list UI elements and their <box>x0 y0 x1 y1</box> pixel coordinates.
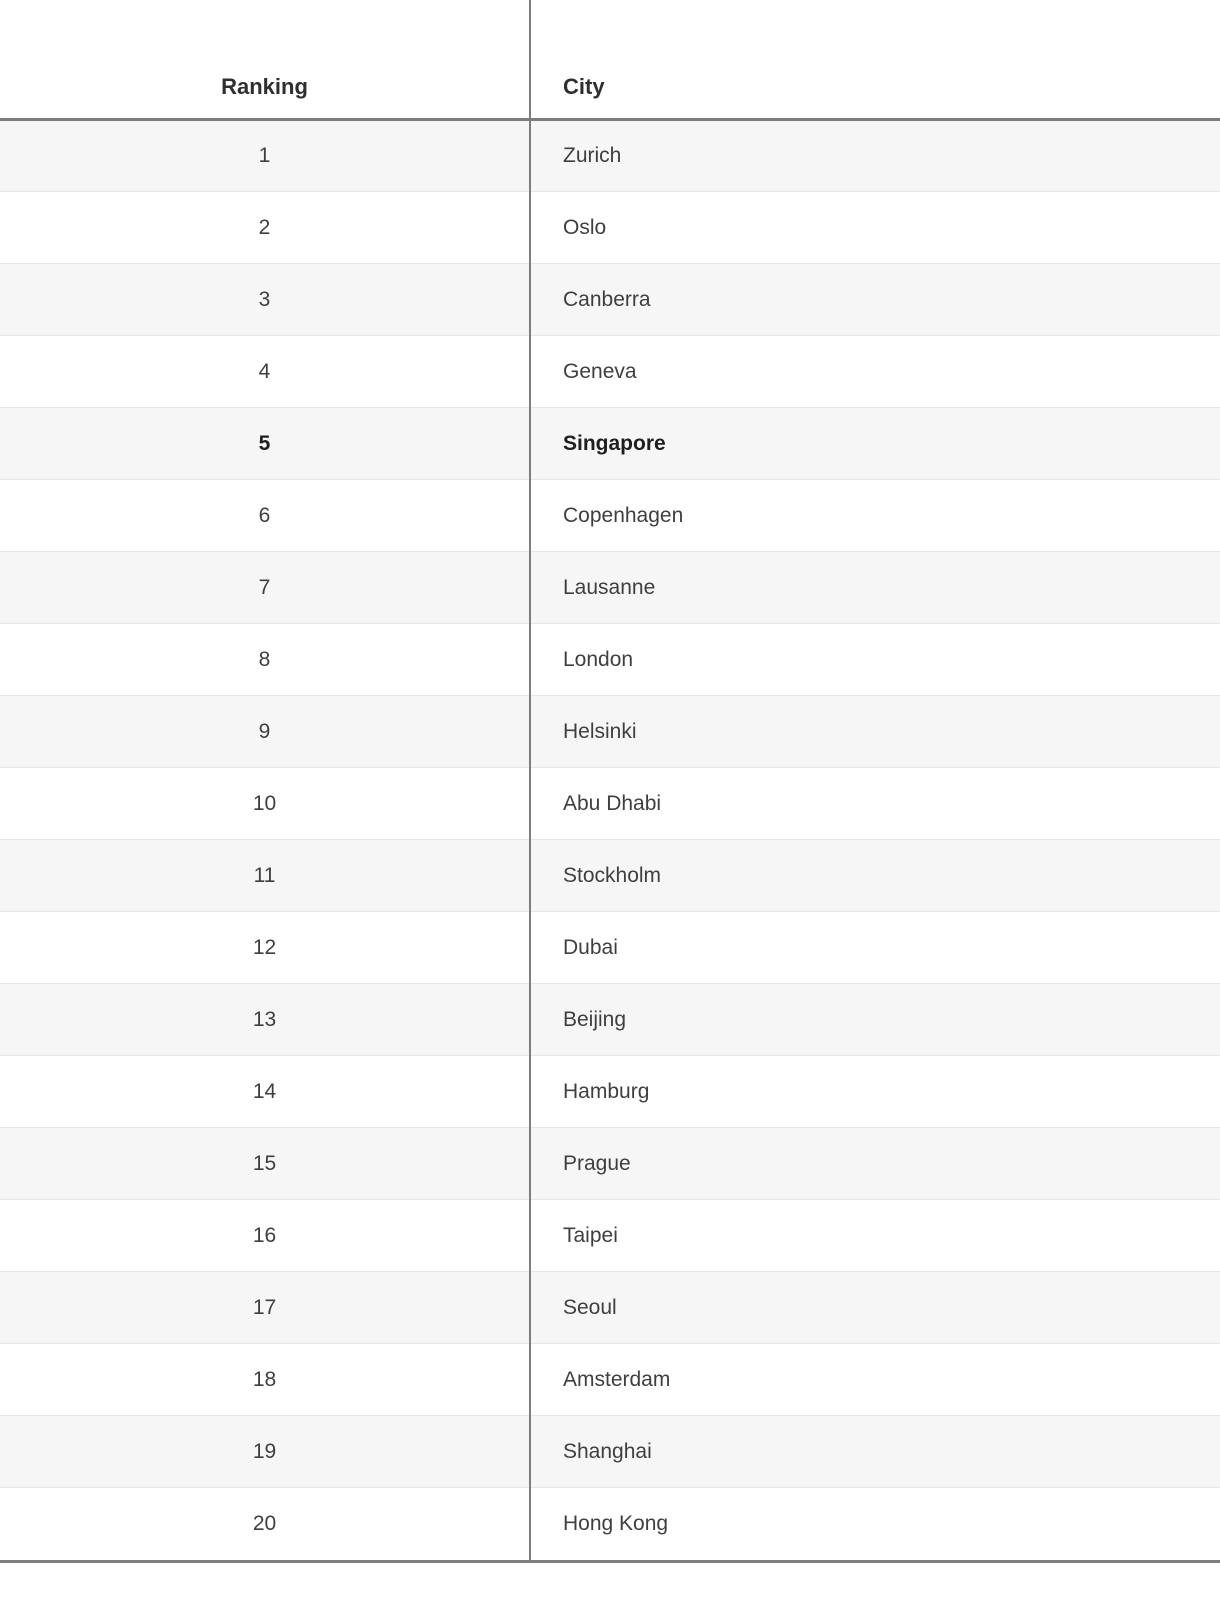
table-header <box>0 0 1220 120</box>
cell-ranking: 1 <box>0 120 530 192</box>
table-row <box>0 1272 1220 1344</box>
cell-ranking: 19 <box>0 1416 530 1488</box>
cell-city: Hamburg <box>530 1056 1220 1128</box>
table-row <box>0 1200 1220 1272</box>
table-row <box>0 120 1220 192</box>
cell-city: Beijing <box>530 984 1220 1056</box>
cell-ranking: 12 <box>0 912 530 984</box>
cell-city: Singapore <box>530 408 1220 480</box>
cell-city: Taipei <box>530 1200 1220 1272</box>
table-header-row <box>0 0 1220 120</box>
cell-ranking: 13 <box>0 984 530 1056</box>
table-row <box>0 1416 1220 1488</box>
table-row <box>0 1344 1220 1416</box>
column-header-ranking: Ranking <box>0 0 530 120</box>
cell-city: Lausanne <box>530 552 1220 624</box>
table-row <box>0 984 1220 1056</box>
table-row <box>0 1056 1220 1128</box>
cell-city: Geneva <box>530 336 1220 408</box>
cell-ranking: 20 <box>0 1488 530 1560</box>
table-row <box>0 840 1220 912</box>
table-row <box>0 1488 1220 1560</box>
table-row <box>0 408 1220 480</box>
cell-ranking: 15 <box>0 1128 530 1200</box>
cell-city: Stockholm <box>530 840 1220 912</box>
column-header-city: City <box>530 0 1220 120</box>
cell-ranking: 6 <box>0 480 530 552</box>
table-row <box>0 768 1220 840</box>
cell-ranking: 7 <box>0 552 530 624</box>
cell-ranking: 10 <box>0 768 530 840</box>
cell-ranking: 9 <box>0 696 530 768</box>
cell-city: Amsterdam <box>530 1344 1220 1416</box>
table-row <box>0 912 1220 984</box>
cell-city: Prague <box>530 1128 1220 1200</box>
cell-ranking: 16 <box>0 1200 530 1272</box>
cell-ranking: 14 <box>0 1056 530 1128</box>
cell-ranking: 2 <box>0 192 530 264</box>
cell-city: Canberra <box>530 264 1220 336</box>
cell-city: Seoul <box>530 1272 1220 1344</box>
cell-ranking: 4 <box>0 336 530 408</box>
cell-city: Dubai <box>530 912 1220 984</box>
cell-city: Copenhagen <box>530 480 1220 552</box>
cell-ranking: 8 <box>0 624 530 696</box>
table-row <box>0 264 1220 336</box>
table-row <box>0 1128 1220 1200</box>
table-bottom-rule <box>0 1560 1220 1563</box>
cell-city: Zurich <box>530 120 1220 192</box>
cell-ranking: 17 <box>0 1272 530 1344</box>
cell-ranking: 18 <box>0 1344 530 1416</box>
table-row <box>0 480 1220 552</box>
table-row <box>0 624 1220 696</box>
cell-city: Hong Kong <box>530 1488 1220 1560</box>
table-row <box>0 552 1220 624</box>
cell-city: London <box>530 624 1220 696</box>
table-row <box>0 336 1220 408</box>
cell-ranking: 3 <box>0 264 530 336</box>
cell-ranking: 5 <box>0 408 530 480</box>
table-row <box>0 192 1220 264</box>
table-body <box>0 120 1220 1560</box>
cell-city: Oslo <box>530 192 1220 264</box>
cell-city: Helsinki <box>530 696 1220 768</box>
cell-city: Shanghai <box>530 1416 1220 1488</box>
cell-city: Abu Dhabi <box>530 768 1220 840</box>
table-row <box>0 696 1220 768</box>
cell-ranking: 11 <box>0 840 530 912</box>
